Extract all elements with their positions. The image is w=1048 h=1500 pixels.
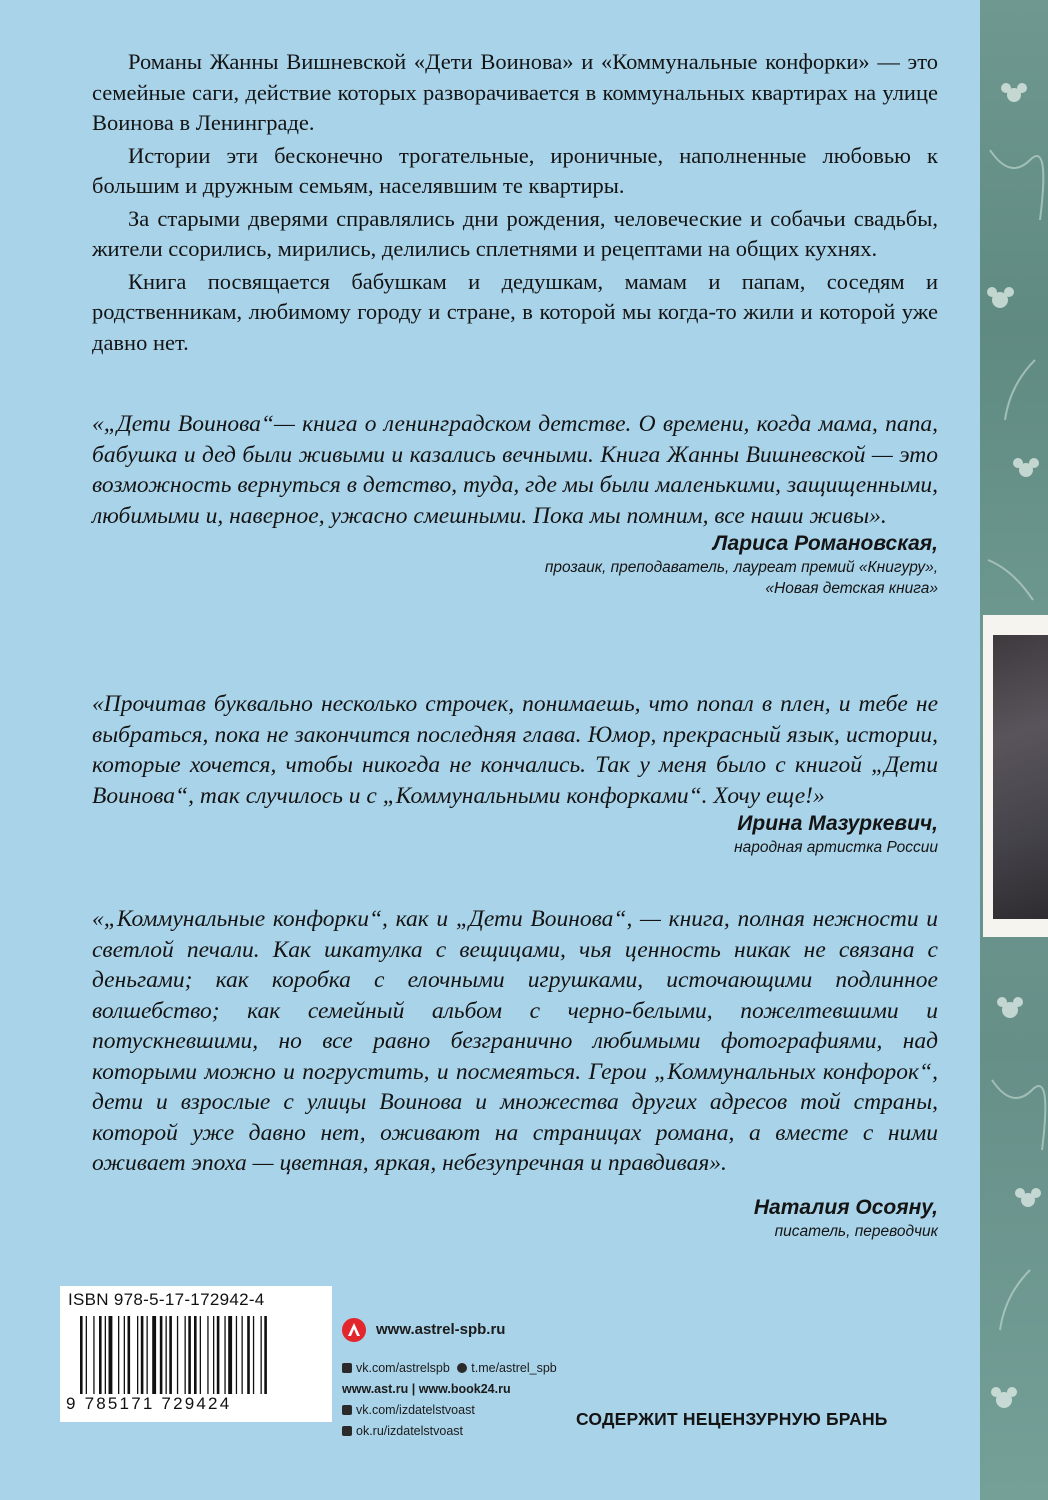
intro-paragraph-3: За старыми дверями справлялись дни рождения, человеческие и собачьи свадьбы, жители ссорились, мирились, делились сплетнями и рецептами на общих кухнях. <box>92 205 938 261</box>
review-2 <box>92 689 938 858</box>
review-quote: «„Коммунальные конфорки“, как и „Дети Воинова“, — книга, полная нежности и светлой печали. Как шкатулка с вещицами, чья ценность никак не связана с деньгами; как коробка с елочными игрушками, источающими подлинное волшебство; как семейный альбом с черно-белыми, пожелтевшими и потускневшими, но все равно безгранично любимыми фотографиями, над которыми можно и погрустить, и посмеяться. Герои „Коммунальных конфорок“, дети и взрослые с улицы Воинова и множества других адресов той страны, которой уже давно нет, оживают на страницах романа, а вместе с ними оживает эпоха — цветная, яркая, небезупречная и правдивая». <box>92 906 938 1176</box>
ok-icon <box>342 1426 352 1436</box>
intro-paragraph-4: Книга посвящается бабушкам и дедушкам, мамам и папам, соседям и родственникам, любимому городу и стране, в которой мы когда-то жили и которой уже давно нет. <box>92 268 938 355</box>
photo-fragment <box>983 615 1048 937</box>
barcode-bar <box>264 1316 267 1394</box>
barcode-bar <box>194 1316 197 1394</box>
barcode-bar <box>137 1316 138 1394</box>
barcode-bar <box>80 1316 83 1394</box>
telegram-icon <box>457 1363 467 1373</box>
barcode-bar <box>152 1316 156 1394</box>
isbn-barcode <box>60 1286 332 1422</box>
barcode-bar <box>224 1316 225 1394</box>
barcode-bar <box>242 1316 243 1394</box>
review-author-role: прозаик, преподаватель, лауреат премий «Книгуру», <box>544 559 938 576</box>
review-quote: «„Дети Воинова“— книга о ленинградском детстве. О времени, когда мама, папа, бабушка и дед были живыми и казались вечными. Книга Жанны Вишневской — это возможность вернуться в детство, туда, где мы были маленькими, защищенными, любимыми и, наверное, ужасно смешными. Пока мы помним, все наши живы». <box>92 411 938 529</box>
barcode-bar <box>99 1316 102 1394</box>
barcode-bar <box>200 1316 201 1394</box>
barcode-bar <box>109 1316 113 1394</box>
vk-link[interactable]: vk.com/astrelspb <box>356 1361 450 1375</box>
barcode-bar <box>128 1316 131 1394</box>
barcode-bar <box>213 1316 214 1394</box>
review-author-role-2: «Новая детская книга» <box>765 580 938 597</box>
barcode-bar <box>247 1316 250 1394</box>
barcode-bar <box>169 1316 172 1394</box>
review-author-role: народная артистка России <box>734 839 938 856</box>
barcode-bar <box>118 1316 119 1394</box>
barcode-bars <box>80 1316 324 1394</box>
barcode-bar <box>147 1316 148 1394</box>
book24-link[interactable]: www.book24.ru <box>418 1382 511 1396</box>
review-author: Лариса Романовская, <box>712 532 938 555</box>
barcode-bar <box>217 1316 220 1394</box>
ast-link[interactable]: www.ast.ru <box>342 1382 409 1396</box>
barcode-bar <box>160 1316 163 1394</box>
barcode-bar <box>228 1316 232 1394</box>
review-author-role: писатель, переводчик <box>774 1222 938 1240</box>
isbn-label: ISBN 978-5-17-172942-4 <box>68 1290 265 1309</box>
intro-paragraph-2: Истории эти бесконечно трогательные, ироничные, наполненные любовью к большим и дружным семьям, населявшим те квартиры. <box>92 142 938 198</box>
publisher-links <box>342 1358 557 1442</box>
barcode-bar <box>86 1316 87 1394</box>
intro-paragraph-1: Романы Жанны Вишневской «Дети Воинова» и «Коммунальные конфорки» — это семейные саги, действие которых разворачивается в коммунальных квартирах на улице Воинова в Ленинграде. <box>92 49 938 135</box>
barcode-bar <box>253 1316 254 1394</box>
barcode-bar <box>141 1316 144 1394</box>
barcode-bar <box>185 1316 186 1394</box>
isbn-digits: 9 785171 729424 <box>66 1394 232 1413</box>
vk-icon <box>342 1363 352 1373</box>
publisher-site-link[interactable]: www.astrel-spb.ru <box>376 1321 506 1338</box>
ok-link[interactable]: ok.ru/izdatelstvoast <box>356 1424 463 1438</box>
review-quote: «Прочитав буквально несколько строчек, понимаешь, что попал в плен, и тебе не выбраться, пока не закончится последняя глава. Юмор, прекрасный язык, истории, которые хочется, чтобы никогда не кончались. Так у меня было с книгой „Дети Воинова“, так случилось и с „Коммунальными конфорками“. Хочу еще!» <box>92 691 938 809</box>
barcode-bar <box>177 1316 178 1394</box>
barcode-bar <box>261 1316 262 1394</box>
barcode-bar <box>188 1316 191 1394</box>
barcode-bar <box>124 1316 125 1394</box>
vk-ast-link[interactable]: vk.com/izdatelstvoast <box>356 1403 475 1417</box>
review-author: Ирина Мазуркевич, <box>737 812 938 835</box>
barcode-bar <box>166 1316 167 1394</box>
vk-icon <box>342 1405 352 1415</box>
review-author: Наталия Осояну, <box>753 1195 938 1219</box>
review-3 <box>92 904 938 1242</box>
annotation <box>92 47 938 358</box>
barcode-bar <box>93 1316 94 1394</box>
content-warning: СОДЕРЖИТ НЕЦЕНЗУРНУЮ БРАНЬ <box>576 1409 888 1429</box>
telegram-link[interactable]: t.me/astrel_spb <box>471 1361 557 1375</box>
barcode-bar <box>105 1316 106 1394</box>
photo-image <box>993 635 1048 919</box>
publisher-logo-icon <box>342 1318 366 1342</box>
barcode-bar <box>236 1316 237 1394</box>
review-1 <box>92 409 938 599</box>
link-separator: | <box>411 1382 416 1396</box>
barcode-bar <box>207 1316 208 1394</box>
